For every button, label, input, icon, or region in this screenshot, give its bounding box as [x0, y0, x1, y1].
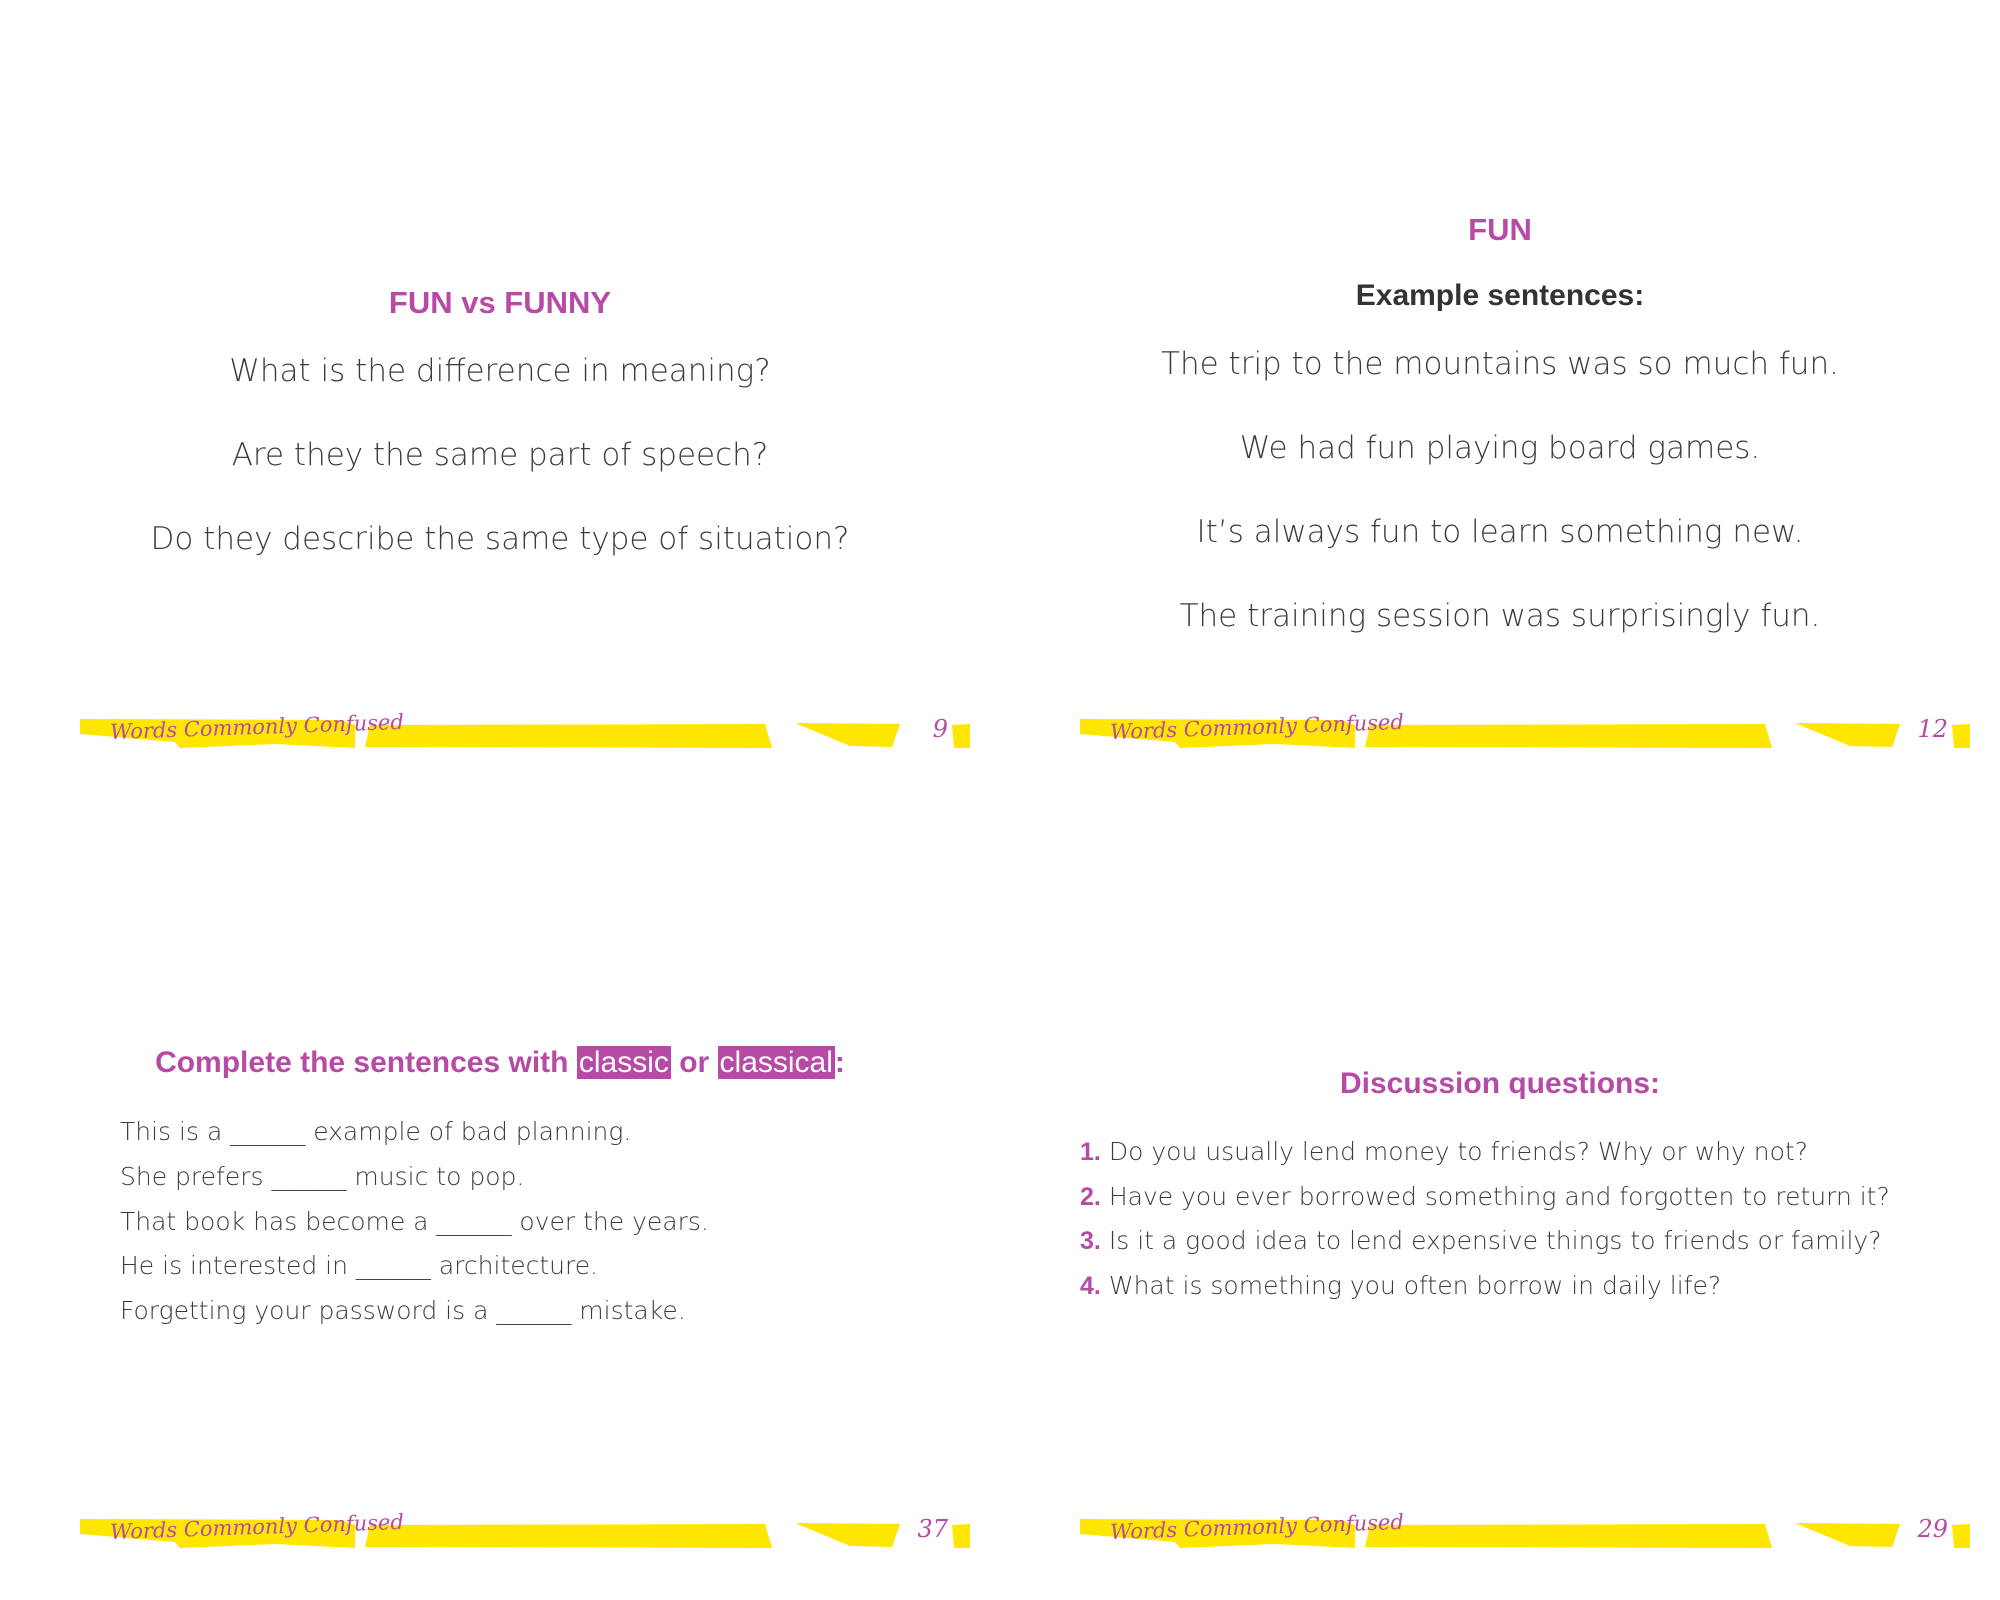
highlight-word-classical: classical — [719, 1046, 833, 1079]
page-title: FUN — [1468, 212, 1532, 247]
sentence-blank: ______ — [230, 1117, 306, 1146]
example-sentence: The training session was surprisingly fun. — [1179, 598, 1821, 634]
sentence-start: This is a — [120, 1117, 223, 1146]
question-text: Have you ever borrowed something and forgotten to return it? — [1108, 1182, 1890, 1211]
page-number: 29 — [1917, 1515, 1948, 1543]
page-footer — [80, 1509, 970, 1551]
question-line: Are they the same part of speech? — [231, 437, 769, 473]
discussion-question — [1080, 1182, 1890, 1212]
page-title — [0, 1046, 1000, 1080]
sentence-end: example of bad planning. — [313, 1117, 632, 1146]
question-text: What is something you often borrow in daily life? — [1108, 1271, 1722, 1300]
sentence-end: over the years. — [519, 1207, 709, 1236]
title-joiner: or — [679, 1046, 710, 1079]
exercise-sentence — [120, 1296, 686, 1325]
question-line: What is the difference in meaning? — [229, 353, 771, 389]
sentence-start: She prefers — [120, 1162, 264, 1191]
exercise-sentence — [120, 1162, 524, 1191]
sentence-end: mistake. — [579, 1296, 686, 1325]
discussion-question — [1080, 1137, 1808, 1167]
highlight-word-classic: classic — [578, 1046, 669, 1079]
sentence-start: He is interested in — [120, 1251, 348, 1280]
page-title: Discussion questions: — [1339, 1067, 1661, 1100]
exercise-sentence — [120, 1251, 598, 1280]
page-footer — [1080, 709, 1970, 751]
question-number: 4. — [1080, 1272, 1101, 1300]
page-subtitle: Example sentences: — [1355, 279, 1645, 312]
sentence-start: That book has become a — [120, 1207, 429, 1236]
page-footer — [80, 709, 970, 751]
exercise-sentence — [120, 1207, 709, 1236]
sentence-blank: ______ — [271, 1162, 347, 1191]
page-number: 37 — [917, 1515, 948, 1543]
question-line: Do they describe the same type of situation? — [150, 521, 850, 557]
sentence-blank: ______ — [355, 1251, 431, 1280]
title-prefix: Complete the sentences with — [155, 1046, 569, 1079]
page-number: 9 — [932, 715, 948, 743]
exercise-sentence — [120, 1117, 631, 1146]
sentence-end: architecture. — [438, 1251, 599, 1280]
question-text: Do you usually lend money to friends? Why or why not? — [1108, 1137, 1808, 1166]
footer-brand: Words Commonly Confused — [1109, 1509, 1405, 1545]
footer-brand: Words Commonly Confused — [1109, 709, 1405, 745]
example-sentence: It’s always fun to learn something new. — [1196, 514, 1804, 550]
page-title: FUN vs FUNNY — [388, 285, 612, 320]
example-sentence: The trip to the mountains was so much fun. — [1161, 346, 1839, 382]
page-fun-examples — [1000, 0, 2000, 800]
sentence-blank: ______ — [496, 1296, 572, 1325]
footer-brand: Words Commonly Confused — [109, 709, 405, 745]
question-number: 2. — [1080, 1183, 1101, 1211]
page-number: 12 — [1917, 715, 1948, 743]
question-number: 3. — [1080, 1227, 1101, 1255]
title-suffix: : — [834, 1046, 845, 1079]
page-footer — [1080, 1509, 1970, 1551]
discussion-question — [1080, 1271, 1721, 1301]
example-sentence: We had fun playing board games. — [1239, 430, 1761, 466]
question-number: 1. — [1080, 1138, 1101, 1166]
page-discussion — [1000, 800, 2000, 1600]
discussion-question — [1080, 1226, 1882, 1256]
sentence-blank: ______ — [436, 1207, 512, 1236]
footer-brand: Words Commonly Confused — [109, 1509, 405, 1545]
question-text: Is it a good idea to lend expensive things to friends or family? — [1108, 1226, 1882, 1255]
sentence-end: music to pop. — [354, 1162, 525, 1191]
page-classic-exercise — [0, 800, 1000, 1600]
sentence-start: Forgetting your password is a — [120, 1296, 489, 1325]
page-fun-vs-funny — [0, 0, 1000, 800]
